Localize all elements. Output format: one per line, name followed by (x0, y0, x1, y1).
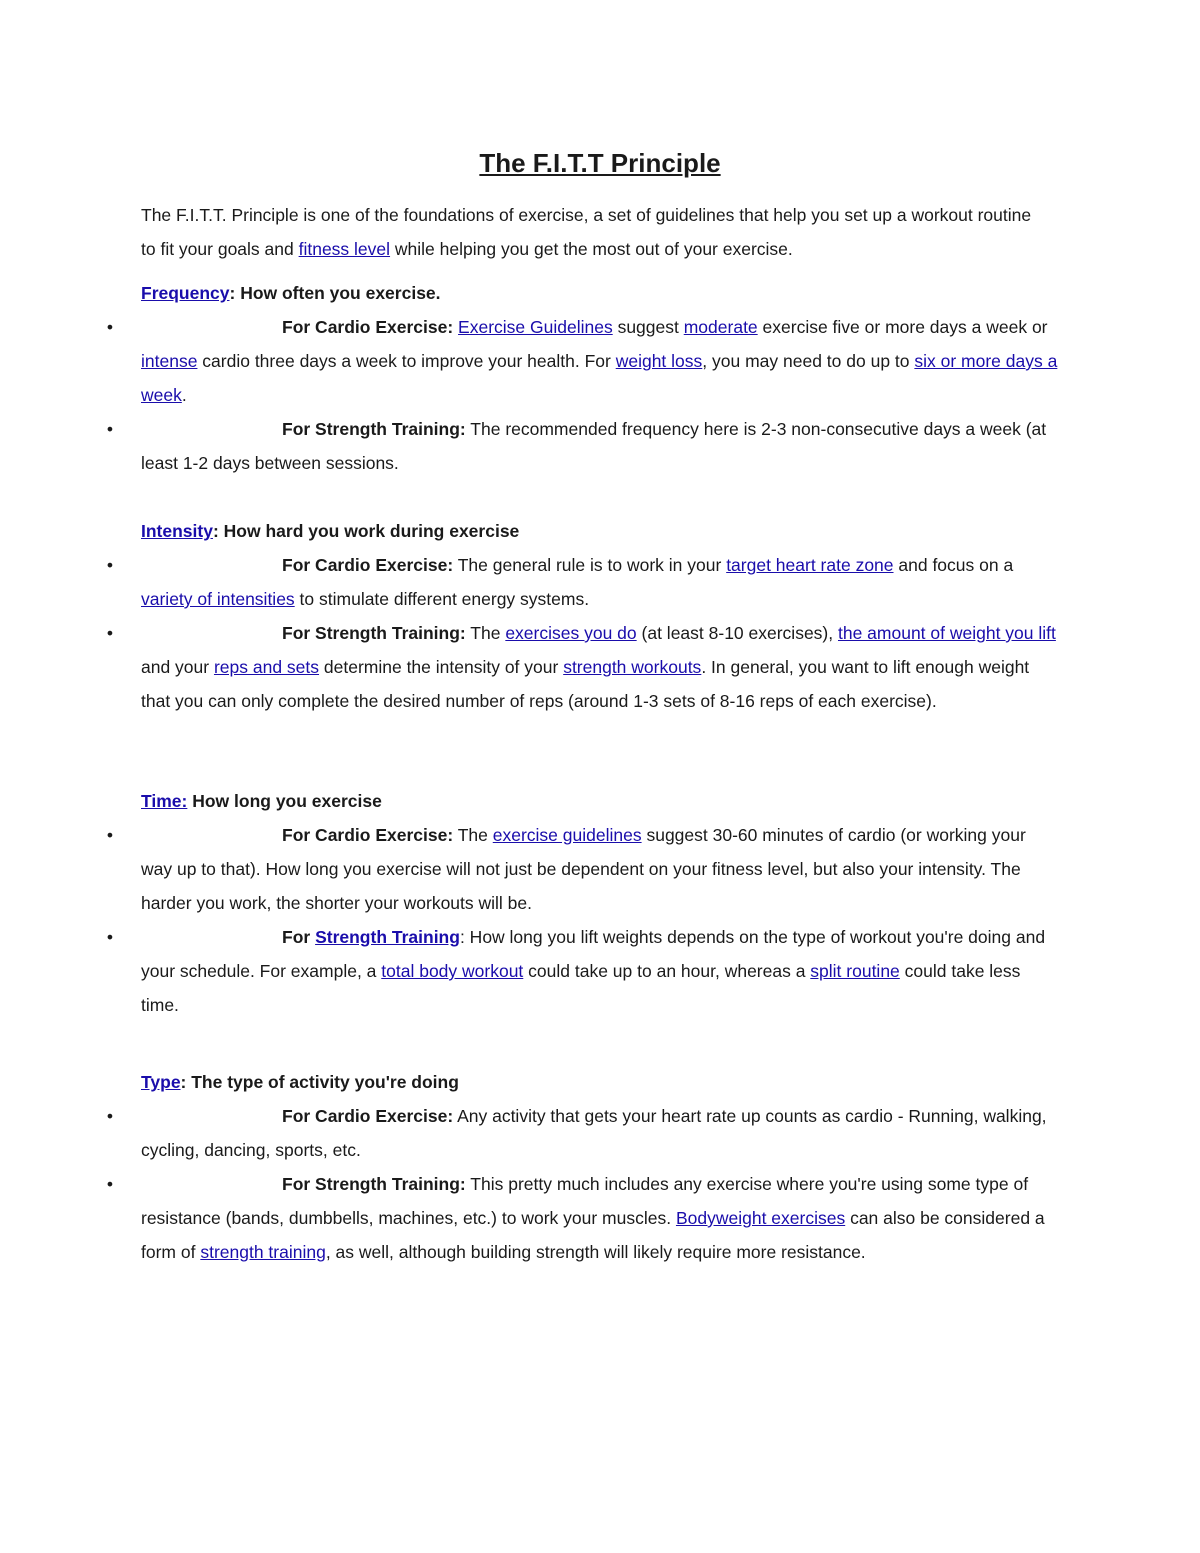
cardio-label: For Cardio Exercise: (282, 555, 454, 575)
bullet-dot: • (106, 555, 114, 575)
reps-and-sets-link[interactable]: reps and sets (213, 657, 320, 677)
item-text: could take less time. (141, 961, 1021, 1015)
bullet-dot: • (106, 927, 114, 947)
intensity-cardio-item (106, 548, 1061, 616)
item-text: could take up to an hour, whereas a (523, 961, 811, 981)
strength-label: For Strength Training: (282, 1174, 466, 1194)
item-text: The (453, 825, 493, 845)
item-text: determine the intensity of your (319, 657, 564, 677)
item-text: cardio three days a week to improve your health. For (197, 351, 616, 371)
type-strength-item (106, 1167, 1061, 1269)
strength-training-link[interactable]: Strength Training (315, 927, 460, 947)
item-text: The recommended frequency here is 2-3 non-consecutive days a week (at least 1-2 days between sessions. (141, 419, 1047, 473)
time-cardio-item (106, 818, 1061, 920)
item-text: . (181, 385, 187, 405)
strength-workouts-link[interactable]: strength workouts (563, 657, 702, 677)
intensity-heading-text: : How hard you work during exercise (212, 521, 520, 541)
item-text: (at least 8-10 exercises), (636, 623, 838, 643)
cardio-label: For Cardio Exercise: (282, 1106, 454, 1126)
time-strength-item (106, 920, 1061, 1022)
frequency-strength-item (106, 412, 1061, 480)
time-link[interactable]: Time: (141, 791, 188, 811)
bodyweight-exercises-link[interactable]: Bodyweight exercises (675, 1208, 846, 1228)
exercise-guidelines-link[interactable]: Exercise Guidelines (458, 317, 613, 337)
exercises-you-do-link[interactable]: exercises you do (505, 623, 637, 643)
type-heading-text: : The type of activity you're doing (180, 1072, 459, 1092)
cardio-label: For Cardio Exercise: (282, 317, 454, 337)
intro-text: The F.I.T.T. Principle is one of the foundations of exercise, a set of guidelines that help you set up a workout routine to fit your goals and (141, 205, 1032, 259)
time-heading-text: How long you exercise (187, 791, 382, 811)
frequency-heading (141, 276, 441, 310)
strength-label: For Strength Training: (282, 419, 466, 439)
intense-link[interactable]: intense (141, 351, 198, 371)
item-text: The general rule is to work in your (453, 555, 727, 575)
intensity-heading (141, 514, 519, 548)
total-body-workout-link[interactable]: total body workout (381, 961, 524, 981)
bullet-dot: • (106, 317, 114, 337)
target-heart-rate-zone-link[interactable]: target heart rate zone (726, 555, 894, 575)
item-text: suggest 30-60 minutes of cardio (or working your way up to that). How long you exercise will not just be dependent on your fitness level, but also your intensity. The harder you work, the shorter your workouts will be. (141, 825, 1026, 913)
item-text: The (465, 623, 506, 643)
item-text: , you may need to do up to (702, 351, 915, 371)
split-routine-link[interactable]: split routine (810, 961, 900, 981)
item-text: exercise five or more days a week or (757, 317, 1048, 337)
item-text: , as well, although building strength will likely require more resistance. (325, 1242, 866, 1262)
item-text: to stimulate different energy systems. (294, 589, 590, 609)
type-cardio-item (106, 1099, 1061, 1167)
intro-paragraph (141, 198, 1041, 266)
weight-loss-link[interactable]: weight loss (615, 351, 703, 371)
item-text: and focus on a (893, 555, 1014, 575)
item-text: . In general, you want to lift enough weight that you can only complete the desired number of reps (around 1-3 sets of 8-16 reps of each exercise). (141, 657, 1030, 711)
bullet-dot: • (106, 1106, 114, 1126)
intro-text-end: while helping you get the most out of your exercise. (390, 239, 793, 259)
strength-label: For (282, 927, 311, 947)
frequency-cardio-item (106, 310, 1061, 412)
cardio-label: For Cardio Exercise: (282, 825, 454, 845)
type-link[interactable]: Type (141, 1072, 181, 1092)
variety-of-intensities-link[interactable]: variety of intensities (141, 589, 295, 609)
intensity-strength-item (106, 616, 1061, 718)
bullet-dot: • (106, 419, 114, 439)
exercise-guidelines-link[interactable]: exercise guidelines (492, 825, 642, 845)
strength-training-link[interactable]: strength training (200, 1242, 326, 1262)
intensity-link[interactable]: Intensity (141, 521, 213, 541)
bullet-dot: • (106, 825, 114, 845)
frequency-link[interactable]: Frequency (141, 283, 230, 303)
fitness-level-link[interactable]: fitness level (298, 239, 391, 259)
item-text: and your (141, 657, 214, 677)
item-text: This pretty much includes any exercise where you're using some type of resistance (bands, dumbbells, machines, etc.) to work your muscles. (141, 1174, 1029, 1228)
item-text: : How long you lift weights depends on the type of workout you're doing and your schedule. For example, a (141, 927, 1046, 981)
bullet-dot: • (106, 1174, 114, 1194)
type-heading (141, 1065, 459, 1099)
bullet-dot: • (106, 623, 114, 643)
item-text: can also be considered a form of (141, 1208, 1045, 1262)
time-heading (141, 784, 382, 818)
moderate-link[interactable]: moderate (683, 317, 758, 337)
page-title: The F.I.T.T Principle (479, 148, 721, 178)
frequency-heading-text: : How often you exercise. (229, 283, 441, 303)
strength-label: For Strength Training: (282, 623, 466, 643)
item-text: suggest (612, 317, 684, 337)
six-or-more-days-link[interactable]: six or more days a week (141, 351, 1058, 405)
item-text: Any activity that gets your heart rate up counts as cardio - Running, walking, cycling, dancing, sports, etc. (141, 1106, 1047, 1160)
amount-of-weight-link[interactable]: the amount of weight you lift (837, 623, 1056, 643)
